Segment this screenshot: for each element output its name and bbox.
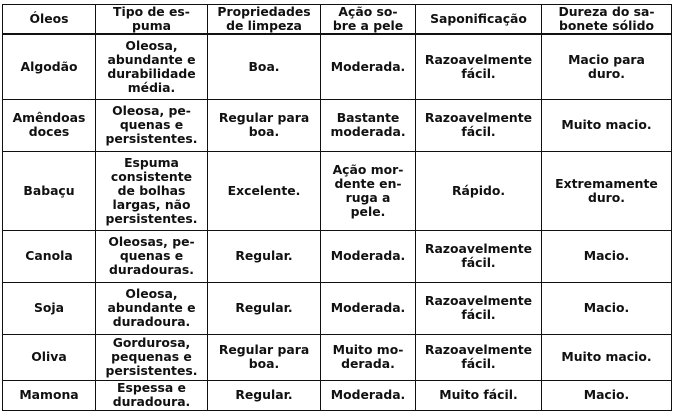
- header-oils: Óleos: [3, 5, 96, 35]
- header-saponification: Saponificação: [416, 5, 542, 35]
- header-skin-action: Ação so- bre a pele: [321, 5, 416, 35]
- cell-skin-action: Moderada.: [321, 380, 416, 410]
- cell-hardness: Extremamente duro.: [542, 151, 672, 230]
- cell-cleaning: Regular para boa.: [208, 334, 321, 380]
- cell-skin-action: Bastante moderada.: [321, 99, 416, 151]
- cell-hardness: Muito macio.: [542, 334, 672, 380]
- cell-hardness: Macio para duro.: [542, 34, 672, 99]
- table-row: [3, 282, 672, 334]
- cell-saponification: Muito fácil.: [416, 380, 542, 410]
- cell-oil-name: Soja: [3, 282, 96, 334]
- cell-oil-name: Oliva: [3, 334, 96, 380]
- cell-skin-action: Ação mor- dente en- ruga a pele.: [321, 151, 416, 230]
- cell-oil-name: Algodão: [3, 34, 96, 99]
- cell-skin-action: Moderada.: [321, 34, 416, 99]
- cell-oil-name: Babaçu: [3, 151, 96, 230]
- cell-hardness: Macio.: [542, 230, 672, 282]
- cell-skin-action: Moderada.: [321, 230, 416, 282]
- cell-hardness: Muito macio.: [542, 99, 672, 151]
- cell-cleaning: Boa.: [208, 34, 321, 99]
- cell-saponification: Razoavelmente fácil.: [416, 282, 542, 334]
- cell-saponification: Razoavelmente fácil.: [416, 230, 542, 282]
- cell-saponification: Razoavelmente fácil.: [416, 34, 542, 99]
- cell-skin-action: Muito mo- derada.: [321, 334, 416, 380]
- cell-skin-action: Moderada.: [321, 282, 416, 334]
- cell-foam-type: Oleosa, abundante e durabilidade média.: [96, 34, 208, 99]
- cell-oil-name: Amêndoas doces: [3, 99, 96, 151]
- cell-foam-type: Oleosa, abundante e duradoura.: [96, 282, 208, 334]
- table-row: [3, 99, 672, 151]
- table-row: [3, 151, 672, 230]
- cell-foam-type: Gordurosa, pequenas e persistentes.: [96, 334, 208, 380]
- cell-saponification: Razoavelmente fácil.: [416, 334, 542, 380]
- table-row: [3, 230, 672, 282]
- table-row: [3, 334, 672, 380]
- cell-foam-type: Espessa e duradoura.: [96, 380, 208, 410]
- table-row: [3, 34, 672, 99]
- cell-foam-type: Oleosa, pe- quenas e persistentes.: [96, 99, 208, 151]
- cell-saponification: Rápido.: [416, 151, 542, 230]
- cell-cleaning: Regular.: [208, 230, 321, 282]
- header-foam-type: Tipo de es- puma: [96, 5, 208, 35]
- cell-hardness: Macio.: [542, 380, 672, 410]
- table-row: [3, 380, 672, 410]
- cell-foam-type: Espuma consistente de bolhas largas, não persistentes.: [96, 151, 208, 230]
- cell-cleaning: Regular para boa.: [208, 99, 321, 151]
- cell-cleaning: Regular.: [208, 380, 321, 410]
- cell-cleaning: Excelente.: [208, 151, 321, 230]
- header-soap-hardness: Dureza do sa- bonete sólido: [542, 5, 672, 35]
- cell-cleaning: Regular.: [208, 282, 321, 334]
- cell-saponification: Razoavelmente fácil.: [416, 99, 542, 151]
- cell-hardness: Macio.: [542, 282, 672, 334]
- header-cleaning-properties: Propriedades de limpeza: [208, 5, 321, 35]
- cell-oil-name: Mamona: [3, 380, 96, 410]
- oils-comparison-table: [2, 4, 672, 411]
- header-row: [3, 5, 672, 35]
- cell-oil-name: Canola: [3, 230, 96, 282]
- cell-foam-type: Oleosas, pe- quenas e duradouras.: [96, 230, 208, 282]
